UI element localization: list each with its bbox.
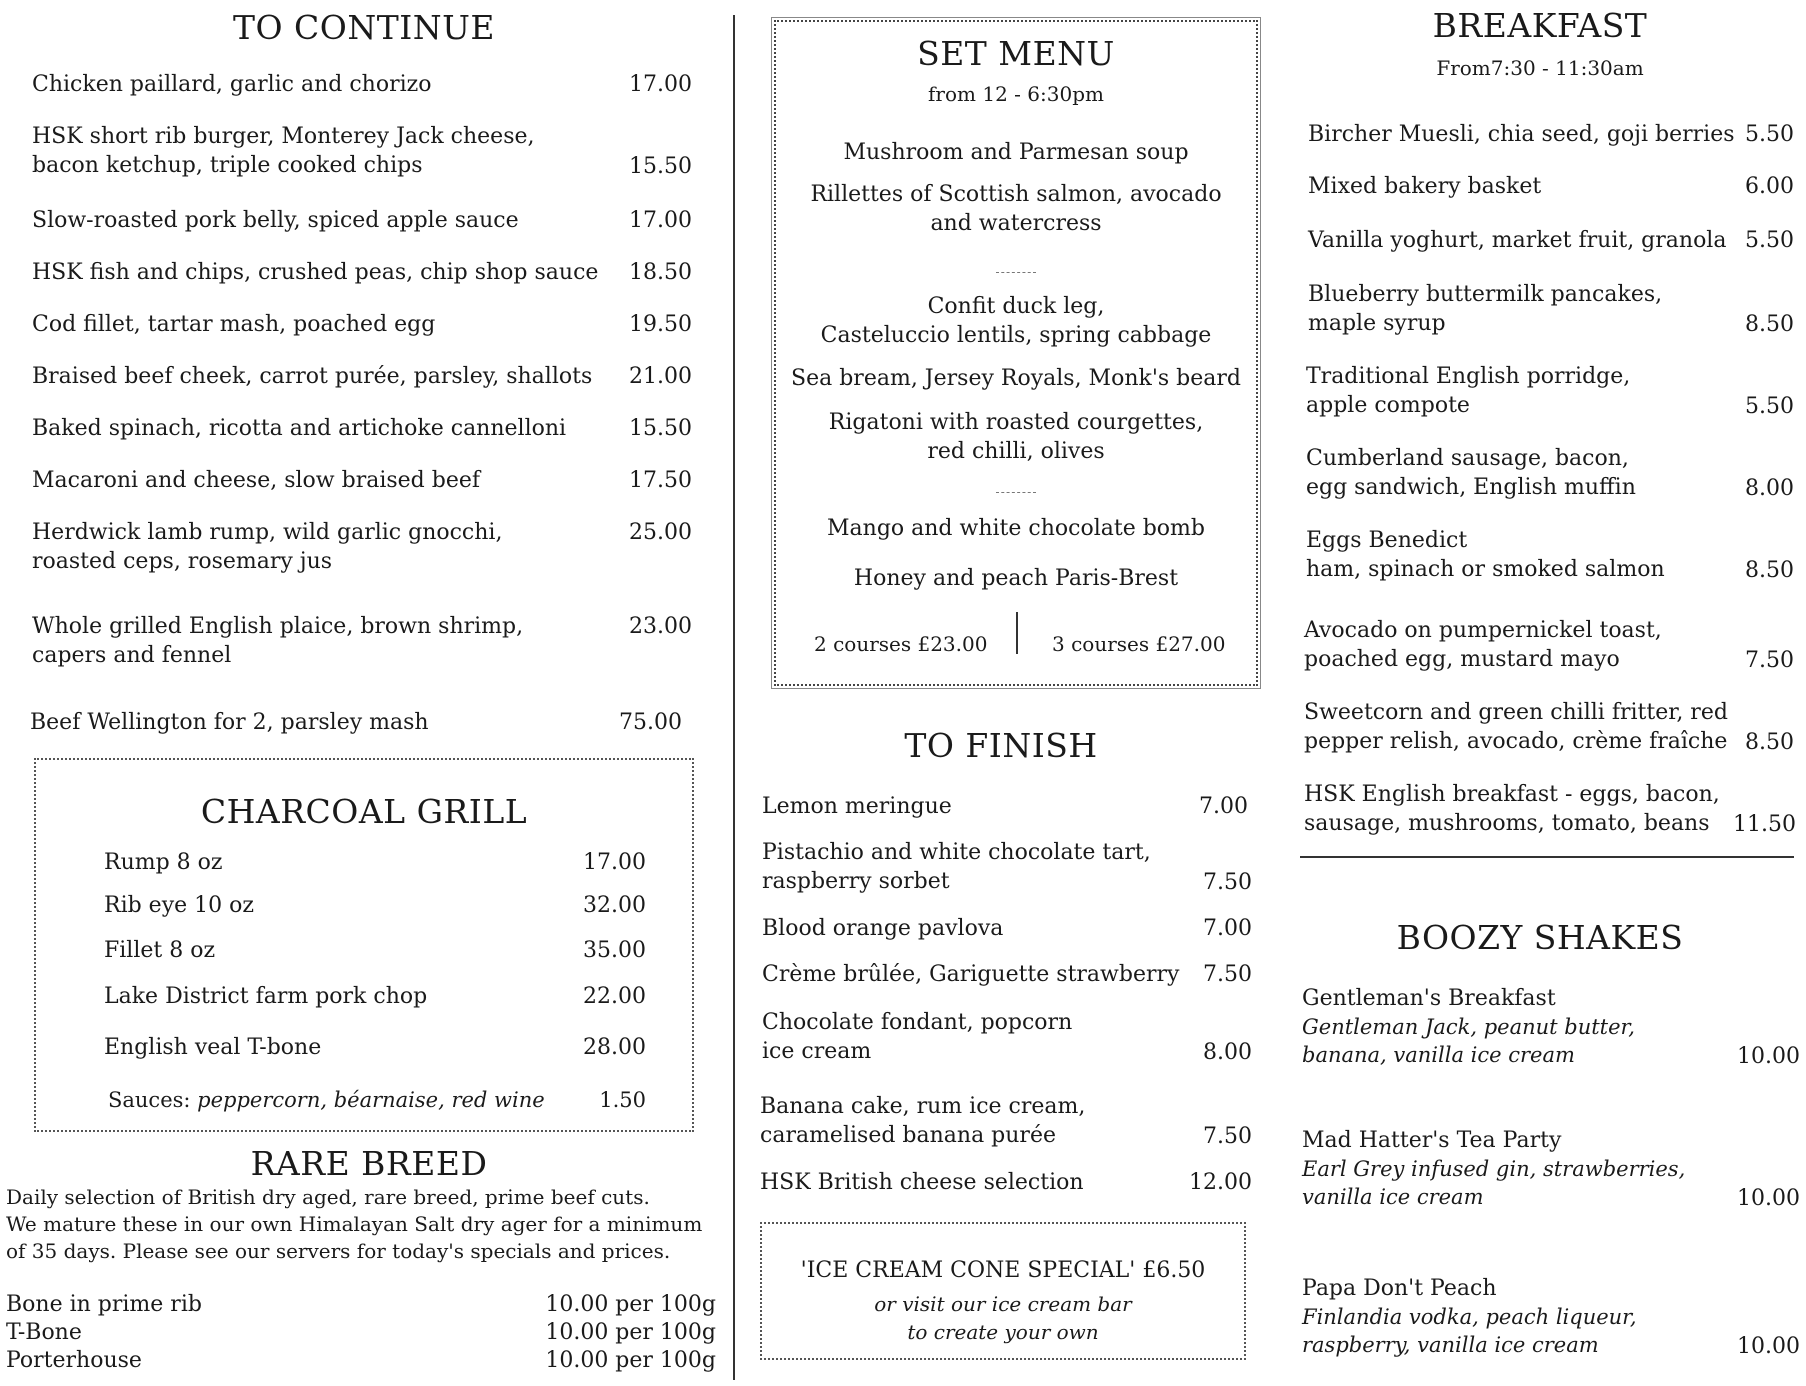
item-name: Sweetcorn and green chilli fritter, red pepper relish, avocado, crème fraîche (1304, 700, 1728, 754)
item-price: 7.00 (1203, 916, 1252, 941)
item-price: 75.00 (619, 710, 682, 735)
item-name: HSK short rib burger, Monterey Jack cheese, bacon ketchup, triple cooked chips (32, 124, 535, 178)
item-price: 5.50 (1745, 228, 1794, 253)
item-price: 15.50 (629, 154, 692, 179)
item-price: 7.50 (1203, 962, 1252, 987)
item-name: Herdwick lamb rump, wild garlic gnocchi, roasted ceps, rosemary jus (32, 520, 503, 574)
to-continue-heading: TO CONTINUE (232, 8, 496, 47)
set-menu-dish: Confit duck leg, Casteluccio lentils, spring cabbage (820, 294, 1212, 348)
right-column (1290, 0, 1806, 1386)
course-separator (996, 492, 1036, 493)
item-name: Porterhouse (6, 1348, 142, 1373)
item-price: 8.50 (1745, 730, 1794, 755)
item-description: Earl Grey infused gin, strawberries, vanilla ice cream (1302, 1157, 1686, 1209)
item-price: 17.00 (629, 208, 692, 233)
item-price: 10.00 per 100g (545, 1292, 716, 1317)
two-courses-price: 2 courses £23.00 (814, 632, 988, 656)
middle-column (740, 0, 1280, 1386)
item-name: HSK fish and chips, crushed peas, chip shop sauce (32, 260, 599, 285)
set-menu-dish: Sea bream, Jersey Royals, Monk's beard (791, 366, 1241, 391)
item-name: Pistachio and white chocolate tart, raspberry sorbet (762, 840, 1151, 894)
item-price: 7.50 (1745, 648, 1794, 673)
to-finish-heading: TO FINISH (904, 726, 1098, 765)
set-menu-dish: Mushroom and Parmesan soup (843, 140, 1189, 165)
item-price: 5.50 (1745, 394, 1794, 419)
item-price: 21.00 (629, 364, 692, 389)
item-name: Crème brûlée, Gariguette strawberry (762, 962, 1180, 987)
item-description: Finlandia vodka, peach liqueur, raspberry, vanilla ice cream (1302, 1305, 1637, 1357)
breakfast-heading: BREAKFAST (1432, 6, 1648, 45)
item-price: 28.00 (583, 1035, 646, 1060)
item-name: Lake District farm pork chop (104, 984, 428, 1009)
ice-cream-special-line: or visit our ice cream bar (874, 1292, 1132, 1316)
course-separator (996, 272, 1036, 273)
item-price: 17.50 (629, 468, 692, 493)
breakfast-subtitle: From7:30 - 11:30am (1436, 56, 1644, 80)
item-price: 8.00 (1745, 476, 1794, 501)
item-price: 19.50 (629, 312, 692, 337)
item-name: Braised beef cheek, carrot purée, parsley, shallots (32, 364, 593, 389)
item-description: Gentleman Jack, peanut butter, banana, vanilla ice cream (1302, 1015, 1635, 1067)
item-name: Rib eye 10 oz (104, 893, 254, 918)
item-name: Eggs Benedict ham, spinach or smoked salmon (1306, 528, 1665, 582)
item-name: Chicken paillard, garlic and chorizo (32, 72, 432, 97)
item-name: Traditional English porridge, apple compote (1306, 364, 1631, 418)
item-price: 12.00 (1189, 1170, 1252, 1195)
item-name: Blood orange pavlova (762, 916, 1004, 941)
item-price: 5.50 (1745, 122, 1794, 147)
item-price: 8.50 (1745, 558, 1794, 583)
item-name: HSK English breakfast - eggs, bacon, sausage, mushrooms, tomato, beans (1304, 782, 1720, 836)
item-price: 18.50 (629, 260, 692, 285)
rare-breed-description: Daily selection of British dry aged, rare breed, prime beef cuts. We mature these in our own Himalayan Salt dry ager for a minimum of 35 days. Please see our servers for today's specials and prices. (6, 1185, 703, 1263)
item-price: 7.50 (1203, 870, 1252, 895)
item-price: 7.00 (1199, 794, 1248, 819)
item-name: Bircher Muesli, chia seed, goji berries (1308, 122, 1735, 147)
item-name: Banana cake, rum ice cream, caramelised banana purée (760, 1094, 1086, 1148)
item-name: Baked spinach, ricotta and artichoke cannelloni (32, 416, 567, 441)
item-price: 17.00 (629, 72, 692, 97)
ice-cream-special-box (760, 1222, 1246, 1360)
item-price: 7.50 (1203, 1124, 1252, 1149)
set-menu-subtitle: from 12 - 6:30pm (928, 82, 1104, 106)
item-price: 17.00 (583, 850, 646, 875)
rare-breed-heading: RARE BREED (250, 1144, 488, 1183)
item-name: English veal T-bone (104, 1035, 322, 1060)
item-name: Vanilla yoghurt, market fruit, granola (1308, 228, 1727, 253)
item-price: 32.00 (583, 893, 646, 918)
sauces-label: Sauces: (108, 1088, 191, 1112)
item-name: Chocolate fondant, popcorn ice cream (762, 1010, 1073, 1064)
item-price: 10.00 (1737, 1044, 1800, 1069)
item-name: Gentleman's Breakfast (1302, 986, 1556, 1011)
item-price: 8.50 (1745, 312, 1794, 337)
price-divider (1016, 612, 1018, 654)
item-name: Beef Wellington for 2, parsley mash (30, 710, 429, 735)
set-menu-box (774, 20, 1258, 686)
item-price: 23.00 (629, 614, 692, 639)
three-courses-price: 3 courses £27.00 (1052, 632, 1226, 656)
set-menu-dish: Rillettes of Scottish salmon, avocado and watercress (810, 182, 1222, 236)
item-price: 11.50 (1733, 812, 1796, 837)
set-menu-dish: Rigatoni with roasted courgettes, red chilli, olives (828, 410, 1204, 464)
set-menu-heading: SET MENU (917, 34, 1115, 73)
item-price: 25.00 (629, 520, 692, 545)
sauces-price: 1.50 (599, 1088, 646, 1112)
item-price: 10.00 per 100g (545, 1348, 716, 1373)
ice-cream-special-line: to create your own (907, 1320, 1099, 1344)
set-menu-dish: Honey and peach Paris-Brest (853, 566, 1179, 591)
set-menu-dish: Mango and white chocolate bomb (827, 516, 1205, 541)
item-price: 8.00 (1203, 1040, 1252, 1065)
item-name: Slow-roasted pork belly, spiced apple sauce (32, 208, 519, 233)
item-price: 6.00 (1745, 174, 1794, 199)
item-name: Cod fillet, tartar mash, poached egg (32, 312, 436, 337)
item-name: Macaroni and cheese, slow braised beef (32, 468, 481, 493)
item-name: Fillet 8 oz (104, 938, 216, 963)
item-price: 10.00 per 100g (545, 1320, 716, 1345)
item-name: Avocado on pumpernickel toast, poached egg, mustard mayo (1304, 618, 1662, 672)
item-name: Lemon meringue (762, 794, 952, 819)
ice-cream-special-title: 'ICE CREAM CONE SPECIAL' £6.50 (800, 1258, 1206, 1283)
item-name: Cumberland sausage, bacon, egg sandwich, English muffin (1306, 446, 1636, 500)
item-price: 10.00 (1737, 1334, 1800, 1359)
item-name: Mixed bakery basket (1308, 174, 1542, 199)
item-name: T-Bone (6, 1320, 82, 1345)
charcoal-grill-heading: CHARCOAL GRILL (200, 792, 528, 831)
item-price: 10.00 (1737, 1186, 1800, 1211)
item-name: Papa Don't Peach (1302, 1276, 1497, 1301)
item-name: Whole grilled English plaice, brown shrimp, capers and fennel (32, 614, 524, 668)
left-column (0, 0, 728, 1386)
charcoal-grill-box (34, 758, 694, 1132)
section-divider (1300, 856, 1794, 858)
item-name: Blueberry buttermilk pancakes, maple syrup (1308, 282, 1663, 336)
sauces-list: peppercorn, béarnaise, red wine (197, 1088, 545, 1112)
item-price: 35.00 (583, 938, 646, 963)
item-name: Mad Hatter's Tea Party (1302, 1128, 1562, 1153)
item-name: HSK British cheese selection (760, 1170, 1084, 1195)
item-price: 15.50 (629, 416, 692, 441)
item-name: Rump 8 oz (104, 850, 223, 875)
boozy-shakes-heading: BOOZY SHAKES (1396, 918, 1684, 957)
item-price: 22.00 (583, 984, 646, 1009)
item-name: Bone in prime rib (6, 1292, 202, 1317)
